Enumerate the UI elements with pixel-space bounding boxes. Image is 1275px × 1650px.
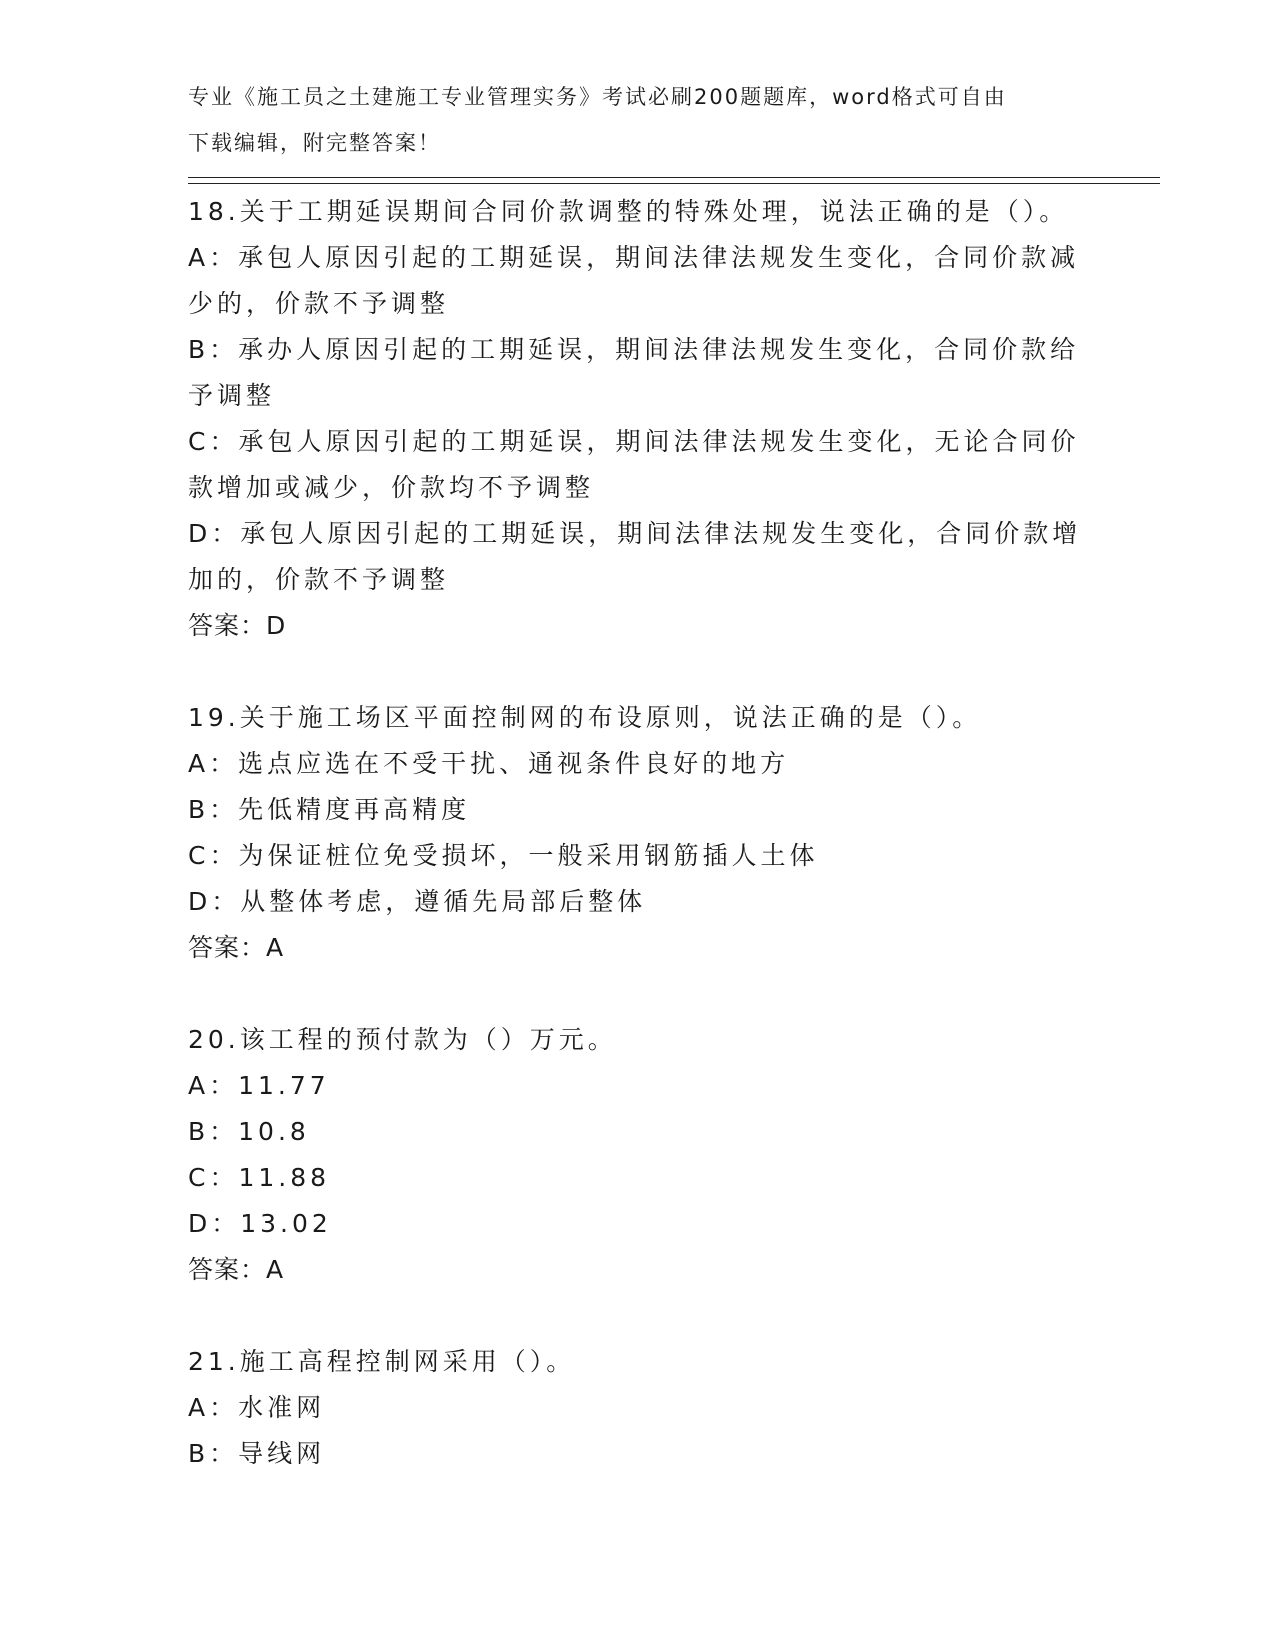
answer-line: 答案：A [188,933,285,962]
option-line: 加的，价款不予调整 [188,565,450,594]
question-block [188,1339,1088,1477]
question-title: 18.关于工期延误期间合同价款调整的特殊处理，说法正确的是（）。 [188,197,1069,226]
option-line: A：选点应选在不受干扰、通视条件良好的地方 [188,749,790,778]
header-rule-top [188,177,1160,178]
question-block [188,695,1088,971]
answer-line: 答案：A [188,1255,285,1284]
option-line: 款增加或减少，价款均不予调整 [188,473,595,502]
question-list [188,189,1088,1523]
option-line: C：11.88 [188,1163,331,1192]
option-line: D：13.02 [188,1209,332,1238]
option-line: 少的，价款不予调整 [188,289,450,318]
option-line: C：承包人原因引起的工期延误，期间法律法规发生变化，无论合同价 [188,427,1080,456]
option-line: A：11.77 [188,1071,330,1100]
question-title: 19.关于施工场区平面控制网的布设原则，说法正确的是（）。 [188,703,982,732]
header-line-2: 下载编辑，附完整答案！ [188,131,441,155]
option-line: D：承包人原因引起的工期延误，期间法律法规发生变化，合同价款增 [188,519,1082,548]
document-header [188,74,1088,166]
option-line: C：为保证桩位免受损坏，一般采用钢筋插人土体 [188,841,819,870]
question-title: 21.施工高程控制网采用（）。 [188,1347,576,1376]
option-line: A：承包人原因引起的工期延误，期间法律法规发生变化，合同价款减 [188,243,1080,272]
question-block [188,1017,1088,1293]
header-rule-bottom [188,183,1160,184]
option-line: B：承办人原因引起的工期延误，期间法律法规发生变化，合同价款给 [188,335,1080,364]
option-line: B：10.8 [188,1117,310,1146]
header-line-1: 专业《施工员之土建施工专业管理实务》考试必刷200题题库，word格式可自由 [188,85,1007,109]
option-line: D：从整体考虑，遵循先局部后整体 [188,887,647,916]
option-line: A：水准网 [188,1393,326,1422]
answer-line: 答案：D [188,611,287,640]
option-line: 予调整 [188,381,276,410]
question-block [188,189,1088,649]
question-title: 20.该工程的预付款为（）万元。 [188,1025,617,1054]
option-line: B：先低精度再高精度 [188,795,471,824]
option-line: B：导线网 [188,1439,326,1468]
